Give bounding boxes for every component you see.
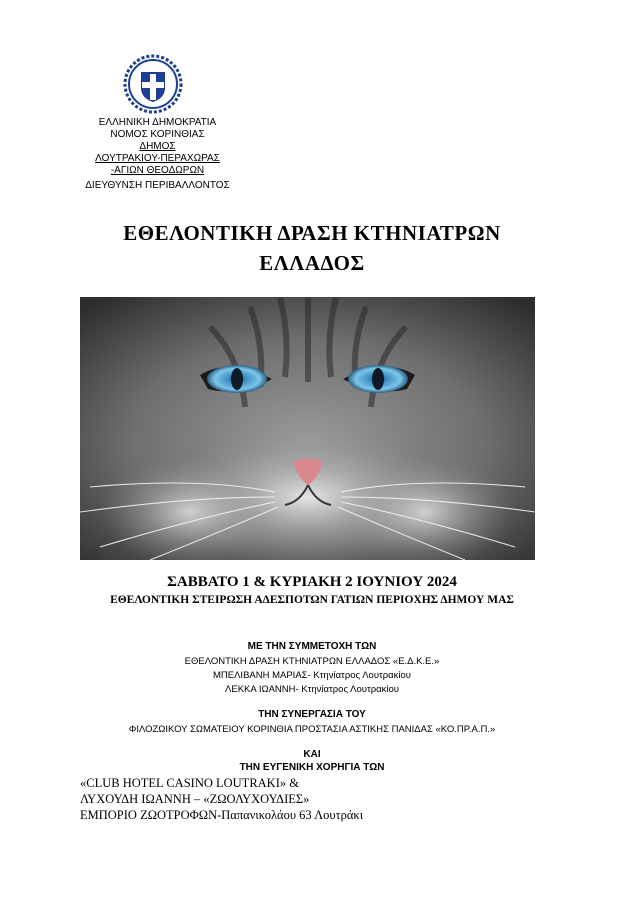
page-title-line-1: ΕΘΕΛΟΝΤΙΚΗ ΔΡΑΣΗ ΚΤΗΝΙΑΤΡΩΝ [123,221,501,245]
cooperation-heading: ΤΗΝ ΣΥΝΕΡΓΑΣΙΑ ΤΟΥ [258,709,366,720]
page-title-line-2: ΕΛΛΑΔΟΣ [259,251,365,275]
greek-emblem-icon [123,54,183,114]
header-line-republic: ΕΛΛΗΝΙΚΗ ΔΗΜΟΚΡΑΤΙΑ [98,117,217,128]
sponsorship-heading: ΤΗΝ ΕΥΓΕΝΙΚΗ ΧΟΡΗΓΙΑ ΤΩΝ [239,762,385,773]
header-line-department: ΔΙΕΥΘΥΝΣΗ ΠΕΡΙΒΑΛΛΟΝΤΟΣ [85,180,230,191]
sponsor-pet-food-store: ΕΜΠΟΡΙΟ ΖΩΟΤΡΟΦΩΝ-Παπανικολάου 63 Λουτράκι [80,808,364,822]
sponsor-casino: «CLUB HOTEL CASINO LOUTRAKI» & [80,776,299,790]
participant-lekka: ΛΕΚΚΑ ΙΩΑΝΝΗ- Κτηνίατρος Λουτρακίου [225,684,399,695]
header-line-municipality-name-2: -ΑΓΙΩΝ ΘΕΟΔΩΡΩΝ [110,165,205,176]
event-date: ΣΑΒΒΑΤΟ 1 & ΚΥΡΙΑΚΗ 2 ΙΟΥΝΙΟΥ 2024 [167,574,457,590]
participation-heading: ΜΕ ΤΗΝ ΣΥΜΜΕΤΟΧΗ ΤΩΝ [247,641,377,652]
header-line-municipality: ΔΗΜΟΣ [139,141,176,152]
sponsor-lychoudis: ΛΥΧΟΥΔΗ ΙΩΑΝΝΗ – «ΖΩΟΛΥΧΟΥΔΙΕΣ» [80,792,310,806]
header-line-municipality-name: ΛΟΥΤΡΑΚΙΟΥ-ΠΕΡΑΧΩΡΑΣ [95,153,220,164]
cat-photo [80,297,535,560]
cooperation-association: ΦΙΛΟΖΩΙΚΟΥ ΣΩΜΑΤΕΙΟΥ ΚΟΡΙΝΘΙΑ ΠΡΟΣΤΑΣΙΑ ΑΣΤΙΚΗΣ ΠΑΝΙΔΑΣ «ΚΟ.ΠΡ.Α.Π.» [128,724,496,735]
participant-belivani: ΜΠΕΛΙΒΑΝΗ ΜΑΡΙΑΣ- Κτηνίατρος Λουτρακίου [212,670,412,681]
event-description: ΕΘΕΛΟΝΤΙΚΗ ΣΤΕΙΡΩΣΗ ΑΔΕΣΠΟΤΩΝ ΓΑΤΙΩΝ ΠΕΡΙΟΧΗΣ ΔΗΜΟΥ ΜΑΣ [110,594,514,606]
page-title [40,218,584,278]
sponsorship-and: ΚΑΙ [303,749,321,760]
header-line-prefecture: ΝΟΜΟΣ ΚΟΡΙΝΘΙΑΣ [110,129,205,140]
participant-edke: ΕΘΕΛΟΝΤΙΚΗ ΔΡΑΣΗ ΚΤΗΝΙΑΤΡΩΝ ΕΛΛΑΔΟΣ «Ε.Δ.Κ.Ε.» [184,656,440,667]
